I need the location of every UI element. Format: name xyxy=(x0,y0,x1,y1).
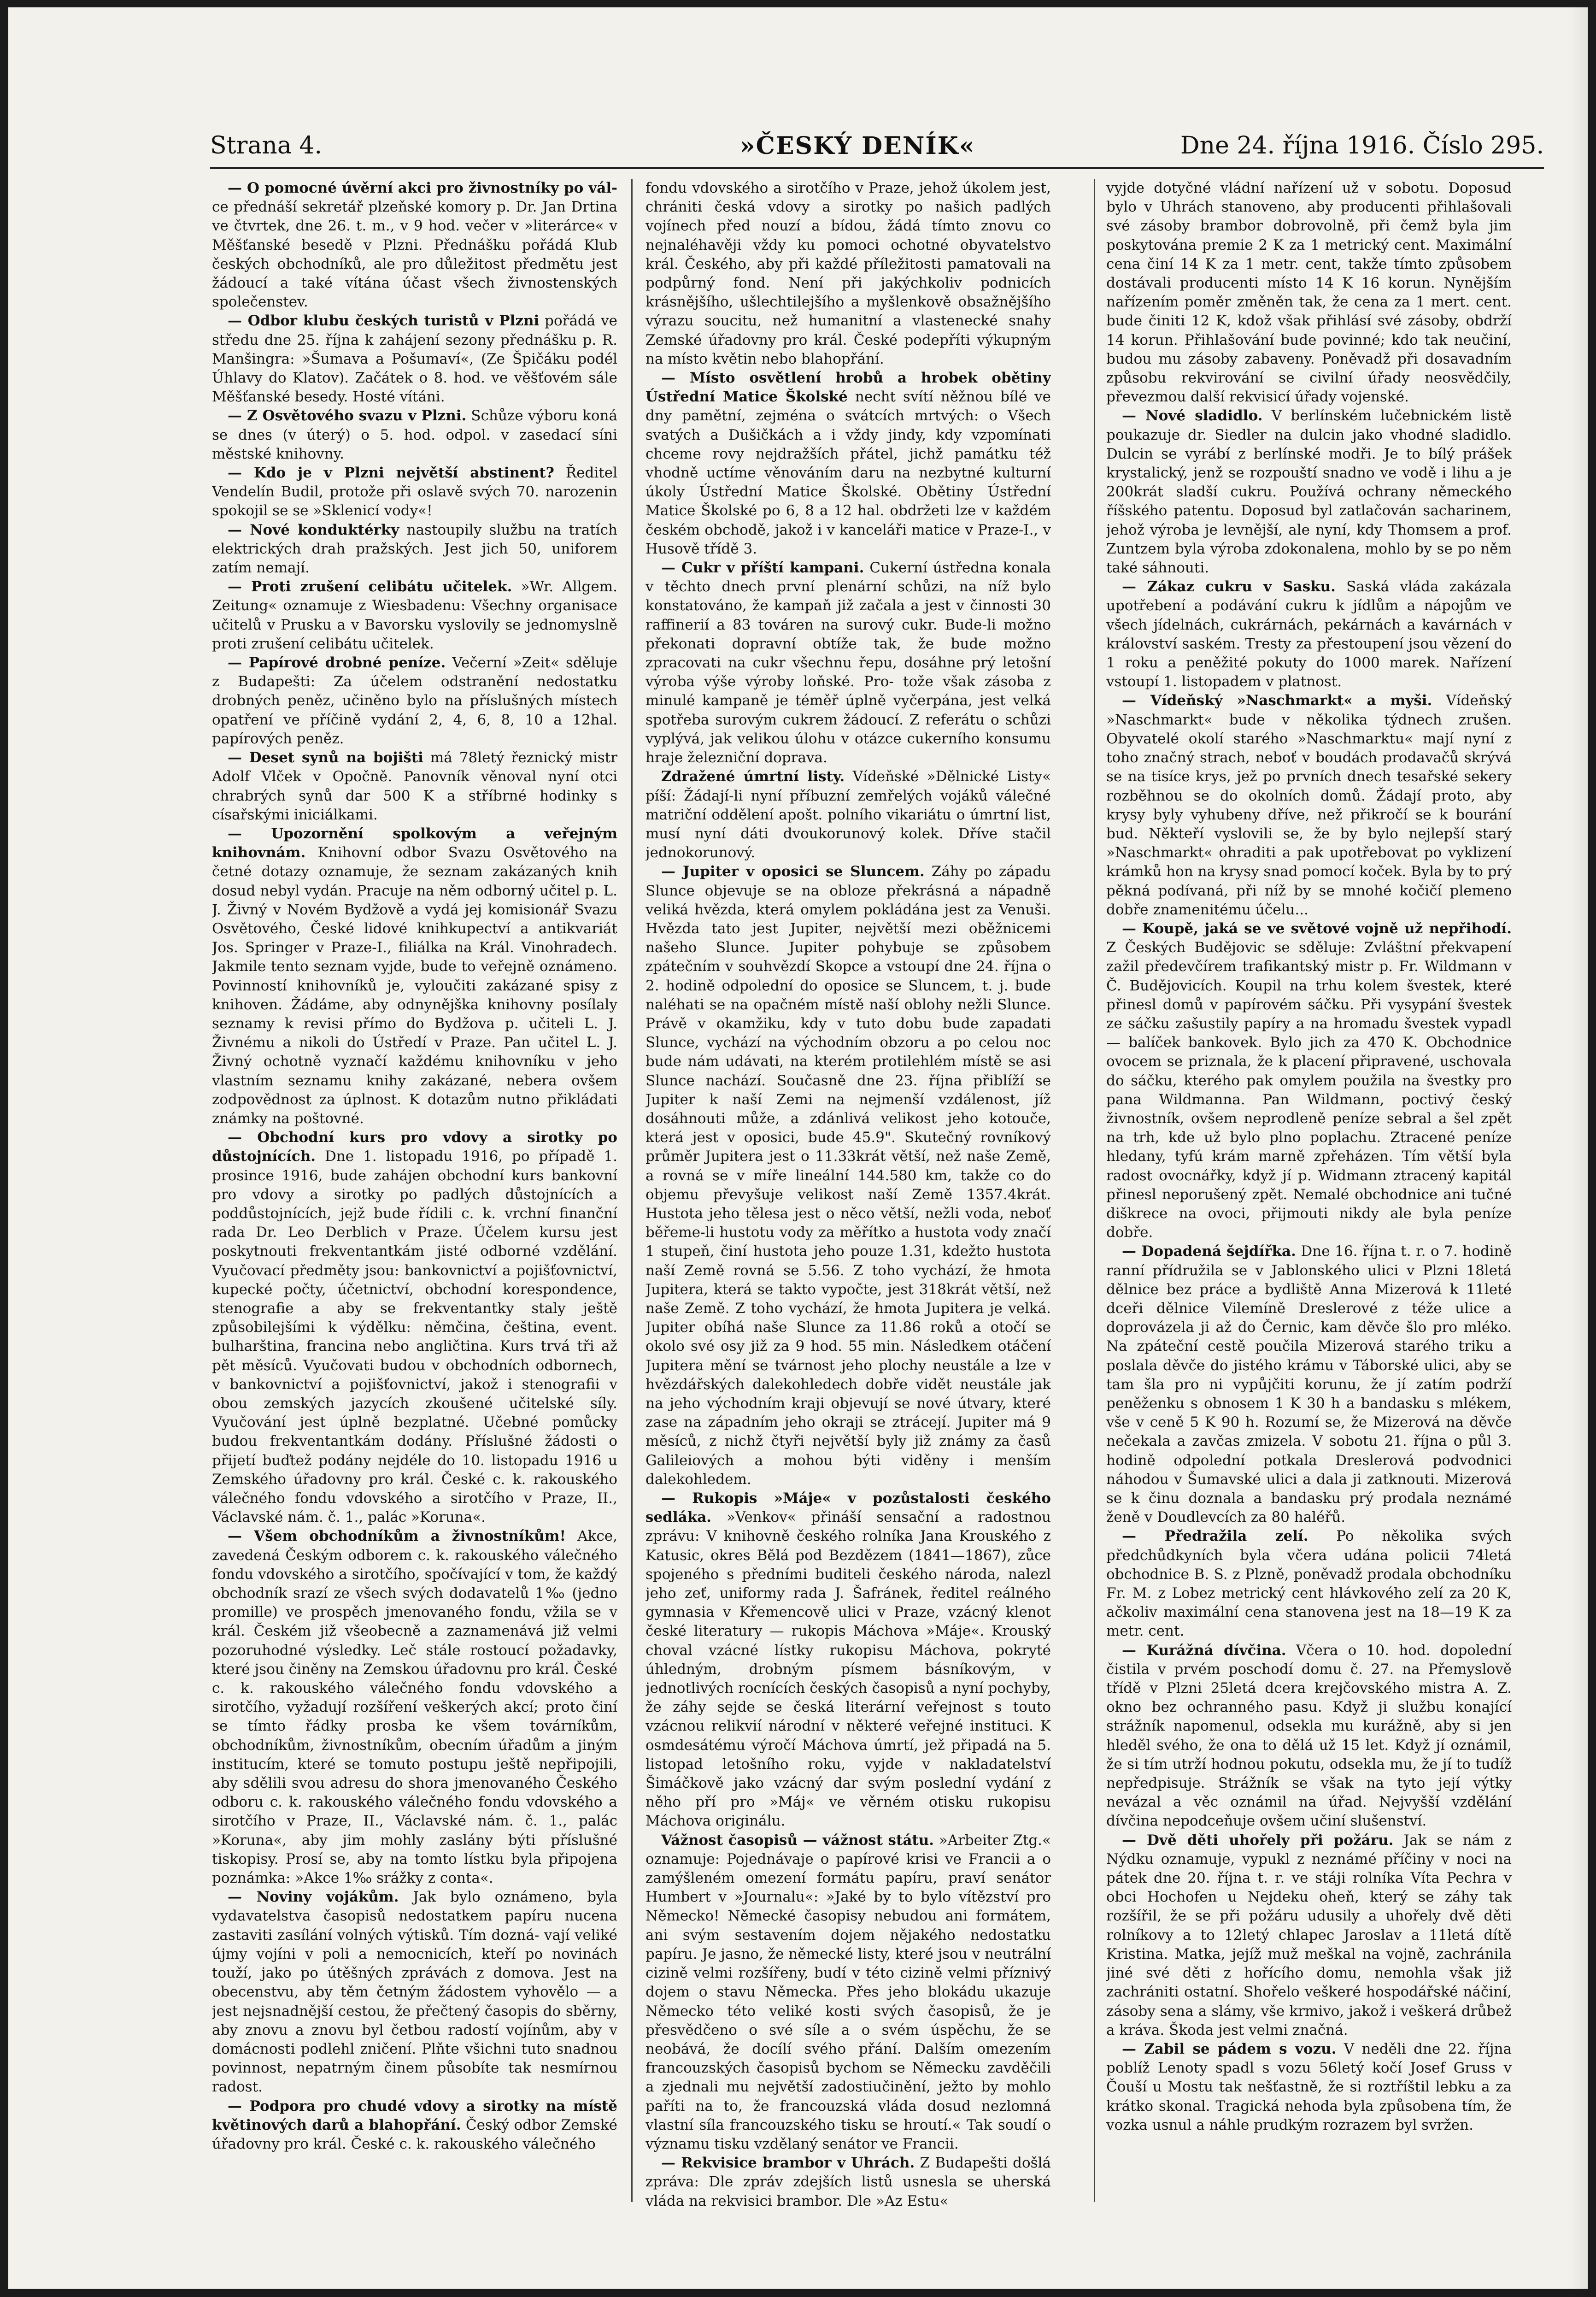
article-text: nastoupily službu na tratích elektrických drah pražských. Jest jich 50, uniforem zatím nemají. xyxy=(212,521,617,577)
article-heading: — Zákaz cukru v Sasku. xyxy=(1122,578,1336,595)
article-text: má 78letý řeznický mistr Adolf Vlček v Opočně. Panovník věnoval nyní otci chrabrých synů dar 500 K a stříbrné hodinky s císařskými iniciálkami. xyxy=(212,749,617,823)
newspaper-page xyxy=(8,7,1588,2289)
article-paragraph xyxy=(212,464,617,521)
article-paragraph xyxy=(645,369,1051,559)
article-text: Večerní »Zeit« sděluje z Budapešti: Za účelem odstranění nedostatku drobných peněz, učiněno bylo na příslušných místech opatření ve příčině vydání 2, 4, 6, 8, 10 a 12hal. papírových peněz. xyxy=(212,654,617,747)
header-rule xyxy=(210,167,1544,169)
article-heading: — O pomocné úvěrní akci pro živnostníky po vál- xyxy=(228,180,617,196)
article-paragraph xyxy=(212,748,617,825)
article-heading: — Zabil se pádem s vozu. xyxy=(1122,2040,1337,2057)
article-paragraph xyxy=(645,1489,1051,1831)
article-text: Saská vláda zakázala upotřebení a podávání cukru k jídlům a nápojům ve všech jídelnách, cukrárnách, pekárnách a kavárnách v království saském. Tresty za přestoupení jsou vězení do 1 roku a peněžité pokuty do 1000 marek. Nařízení vstoupí 1. listopadem v platnost. xyxy=(1106,578,1512,690)
article-text: Schůze výboru koná se dnes (v úterý) o 5. hod. odpol. v zasedací síni městské knihovny. xyxy=(212,407,617,462)
article-text: Ředitel Vendelín Budil, protože při oslavě svých 70. narozenin spokojil se se »Sklenicí vody«! xyxy=(212,465,617,519)
article-heading: — Z Osvětového svazu v Plzni. xyxy=(228,407,467,424)
article-heading: — Cukr v příští kampani. xyxy=(661,560,864,577)
article-text: Jak bylo oznámeno, byla vydavatelstva časopisů nedostatkem papíru nucena zastaviti zasílání volných výtisků. Tím dozná- vají veliké újmy vojíni v poli a nemocnicích, kteří po novinách touží, jako po útěšných zprávách z domova. Jest na obecenstvu, aby těm četným žádostem vyhovělo — a jest nejsnadnější cestou, že přečtený časopis do sběrny, aby znovu a znovu byl četbou radostí vojínům, aby v domácnosti podlehl zničení. Plňte všichni tuto snadnou povinnost, nepatrným činem působíte tak nesmírnou radost. xyxy=(212,1889,617,2096)
article-text: Záhy po západu Slunce objevuje se na obloze překrásná a nápadně veliká hvězda, která omylem pokládána jest za Venuši. Hvězda tato jest Jupiter, největší mezi oběžnicemi našeho Slunce. Jupiter pohybuje se způsobem zpátečním v souhvězdí Skopce a vstoupí dne 24. října o 2. hodině odpolední do oposice se Sluncem, t. j. bude naléhati se na opačném místě naší oblohy nežli Slunce. Právě v okamžiku, kdy v tuto dobu bude zapadati Slunce, vychází na východním obzoru a po celou noc bude nám udávati, na kterém protilehlém místě se asi Slunce nachází. Současně dne 23. října přiblíží se Jupiter k naší Zemi na nejmenší vzdálenost, jíž dosáhnouti může, a zdánlivá velikost jeho kotouče, která jest v oposici, bude 45.9". Skutečný rovníkový průměr Jupitera jest o 11.33krát větší, než naše Země, a rovná se v míře lineální 144.580 km, takže co do objemu převyšuje velikost naší Země 1357.4krát. Hustota jeho tělesa jest o něco větší, nežli voda, neboť běřeme-li hustotu vody za měřítko a hustota vody značí 1 stupeň, činí hustota jeho pouze 1.31, kdežto hustota naší Země rovná se 5.56. Z toho vychází, že hmota Jupitera, která se takto vypočte, jest 318krát větší, než naše Země. Z toho vychází, že hmota Jupitera je velká. Jupiter obíhá naše Slunce za 11.86 roků a otočí se okolo své osy již za 9 hod. 55 min. Následkem otáčení Jupitera mění se tvárnost jeho plochy neustále a lze v hvězdářských dalekohledech dobře vidět neustále jak na jeho východním kraji objevují se nové útvary, které zase na západním jeho okraji se ztrácejí. Jupiter má 9 měsíců, z nichž čtyři největší byly již známy za časů Galileiových a mohou býti viděny i menším dalekohledem. xyxy=(645,863,1051,1488)
article-text: Český odbor Zemské úřadovny pro král. České c. k. rakouského válečného xyxy=(212,2116,617,2152)
article-paragraph xyxy=(212,1527,617,1888)
article-paragraph xyxy=(212,1128,617,1527)
article-paragraph xyxy=(645,559,1051,767)
article-paragraph xyxy=(212,577,617,654)
article-heading: — Papírové drobné peníze. xyxy=(228,654,446,671)
issue-date: Dne 24. října 1916. Číslo 295. xyxy=(1180,132,1544,159)
article-text: »Arbeiter Ztg.« oznamuje: Pojednávaje o papírové krisi ve Francii a o zamýšleném omezení formátu papíru, praví senátor Humbert v »Journalu«: »Jaké by to bylo vítězství pro Německo! Německé časopisy nebudou ani formátem, ani svým sestavením dojem nějakého nedostatku papíru. Je jasno, že německé listy, které jsou v neutrální cizině velmi rozšířeny, budí v této cizině velmi příznivý dojem o stavu Německa. Přes jeho blokádu ukazuje Německo této veliké kosti svých časopisů, že je přesvědčeno o své síle a o svém úspěchu, že se neobává, že docílí svého přání. Dalším omezením francouzských časopisů bychom se Německu zavděčili a zjednali mu největší zadostiučinění, ježto by mohlo paříti na to, že francouzská vláda dosud nezlomná vlastní síla francouzského tisku se hroutí.« Tak soudí o významu tisku vzdělaný senátor ve Francii. xyxy=(645,1832,1051,2152)
column-3 xyxy=(1106,179,1512,2216)
article-paragraph xyxy=(1106,1527,1512,1641)
article-paragraph xyxy=(645,1831,1051,2154)
article-heading: — Upozornění spolkovým a veřejným knihovnám. xyxy=(212,825,617,861)
article-heading: — Místo osvětlení hrobů a hrobek obětiny Ústřední Matice Školské xyxy=(645,370,1051,406)
article-paragraph xyxy=(1106,919,1512,1242)
article-heading: — Podpora pro chudé vdovy a sirotky na místě květinových darů a blahopřání. xyxy=(212,2097,617,2133)
article-text: Akce, zavedená Českým odborem c. k. rakouského válečného fondu vdovského a sirotčího, spočívající v tom, že každý obchodník srazí ze všech svých dodavatelů 1‰ (jedno promille) ve prospěch jmenovaného fondu, vžila se v král. Českém již všeobecně a zaznamenává již velmi pozoruhodné výsledky. Leč stále rostoucí požadavky, které jsou činěny na Zemskou úřadovnu pro král. České c. k. rakouského válečného fondu vdovského a sirotčího, vyžadují rozšíření veškerých akcí; proto činí se tímto řádky prosba ke všem továrníkům, obchodníkům, živnostníkům, obecním úřadům a jiným institucím, které se tomuto postupu ještě nepřipojili, aby sdělili svou adresu do shora jmenovaného Českého odboru c. k. rakouského válečného fondu vdovského a sirotčího v Praze, II., Václavské nám. č. 1., palác »Koruna«, aby jim mohly zaslány býti příslušné tiskopisy. Prosí se, aby na tomto lístku byla připojena poznámka: »Akce 1‰ srážky z conta«. xyxy=(212,1528,617,1887)
column-2 xyxy=(645,179,1051,2216)
article-text: Z Českých Budějovic se sděluje: Zvláštní překvapení zažil předevčírem trafikantský mistr p. Fr. Wildmann v Č. Budějovicích. Koupil na trhu kolem švestek, které přinesl domů v papírovém sáčku. Při vysypání švestek ze sáčku zašustily papíry a na hromadu švestek vypadl — balíček bankovek. Bylo jich za 470 K. Obchodnice ovocem se priznala, že k placení připravené, uschovala do sáčku, kterého pak omylem použila na švestky pro pana Wildmanna. Pan Wildmann, poctivý český živnostník, ovšem neprodleně peníze sebral a šel zpět na trh, kde už bylo plno poplachu. Ztracené peníze hledany, tyfú krám marně zpřeházen. Tím větší byla radost ovocnářky, když jí p. Widmann ztracený kapitál přinesl neporušený zpět. Nemalé obchodnice ani tučné diškrece na ovoci, přijmouti nikdy ale byla peníze dobře. xyxy=(1106,939,1512,1241)
article-paragraph xyxy=(645,767,1051,862)
article-text: »Wr. Allgem. Zeitung« oznamuje z Wiesbadenu: Všechny organisace učitelů v Prusku a v Bavorsku vyslovily se jednomyslně proti zrušení celibátu učitelek. xyxy=(212,578,617,652)
article-text: V neděli dne 22. října poblíž Lenoty spadl s vozu 56letý kočí Josef Gruss v Čouší u Mostu tak nešťastně, že si roztříštil lebku a za krátko skonal. Tragická nehoda byla způsobena tím, že vozka usnul a náhle prudkým rozrazem byl svržen. xyxy=(1106,2040,1512,2133)
article-text: Vídeňský »Naschmarkt« bude v několika týdnech zrušen. Obyvatelé okolí starého »Naschmarktu« mají nyní z toho značný strach, neboť v boudách prodavačů skrývá se na tisíce krys, jež po prvních dnech tesařské sekery rozběhnou se do okolních domů. Žádají proto, aby krysy byly vyhubeny dříve, než přikročí se k bourání bud. Někteří vyslovili se, že by bylo nejlepší starý »Naschmarkt« ohraditi a pak upotřebovat po vyklizení krámků hon na krysy snad pomocí koček. Byla by to prý pěkná podívaná, při níž by se mnohé kočičí plemeno dobře znamenitému účelu... xyxy=(1106,692,1512,918)
article-paragraph xyxy=(1106,2040,1512,2135)
article-paragraph xyxy=(212,179,617,312)
article-paragraph xyxy=(645,179,1051,369)
article-heading: — Všem obchodníkům a živnostníkům! xyxy=(228,1528,566,1545)
article-paragraph xyxy=(212,1888,617,2097)
article-paragraph xyxy=(1106,1242,1512,1527)
article-paragraph xyxy=(645,2154,1051,2211)
article-paragraph xyxy=(212,406,617,464)
article-text: Cukerní ústředna konala v těchto dnech první plenární schůzi, na níž bylo konstatováno, že kampaň již začala a jest v činnosti 30 raffinerií a 83 továren na surový cukr. Bude-li možno překonati dopravní obtíže tak, že bude možno zpracovati na cukr všechnu řepu, dosáhne prý letošní výroba výše výroby loňské. Pro- tože však zásoba z minulé kampaně je téměř úplně vyčerpána, jest velká spotřeba surovým cukrem žádoucí. Z referátu o schůzi vyplývá, jak velikou úlohu v otázce cukerního konsumu hraje železniční doprava. xyxy=(645,560,1051,766)
article-paragraph xyxy=(645,862,1051,1489)
article-text: ce přednáší sekretář plzeňské komory p. Dr. Jan Drtina ve čtvrtek, dne 26. t. m., v 9 hod. večer v »literárce« v Měšťanské besedě v Plzni. Přednášku pořádá Klub českých obchodníků, ale pro důležitost předmětu jest žádoucí a také vítána účast všech živnostenských společenstev. xyxy=(212,199,617,311)
column-1 xyxy=(212,179,617,2216)
article-paragraph xyxy=(1106,691,1512,919)
article-text: Dne 1. listopadu 1916, po případě 1. prosince 1916, bude zahájen obchodní kurs bankovní pro vdovy a sirotky po padlých důstojnících a poddůstojnících, jejž bude řídili c. k. vrchní finanční rada Dr. Leo Derblich v Praze. Účelem kursu jest poskytnouti frekventantkám jisté odborné vzdělání. Vyučovací předměty jsou: bankovnictví a pojišťovnictví, kupecké počty, účetnictví, obchodní korespondence, stenografie a aby se frekventantky staly ještě způsobilejšími k výdělku: němčina, čeština, event. bulharština, francina nebo angličtina. Kurs trvá tři až pět měsíců. Vyučovati budou v obchodních odbornech, v bankovnictví a pojišťovnictví, jakož i stenografii v obou zemských jazycích zkoušené učitelské síly. Vyučování jest úplně bezplatné. Učebné pomůcky budou frekventantkám dodány. Příslušné žádosti o přijetí buďtež podány nejdéle do 10. listopadu 1916 u Zemského úřadovny pro král. České c. k. rakouského válečného fondu vdovského a sirotčího v Praze, II., Václavské nám. č. 1., palác »Koruna«. xyxy=(212,1148,617,1526)
article-text: fondu vdovského a sirotčího v Praze, jehož úkolem jest, chrániti česká vdovy a sirotky po našich padlých vojínech před nouzí a bídou, žádá tímto znovu co nejnaléhavěji vždy ku pomoci ochotné obyvatelstvo král. Českého, aby při každé příležitosti pamatovali na podpůrný fond. Není při jakýchkoliv podnicích krásnějšího, ušlechtilejšího a myšlenkově obsažnějšího výrazu soucitu, než humanitní a vlastenecké snahy Zemské úřadovny pro král. České podepříti výkupným na místo květin nebo blahopřání. xyxy=(645,180,1051,367)
article-heading: — Jupiter v oposici se Sluncem. xyxy=(661,863,925,880)
article-text: Vídeňské »Dělnické Listy« píší: Žádají-li nyní příbuzní zemřelých vojáků válečné matriční oddělení apošt. polního vikariátu o úmrtní list, musí nyní dáti dvoukorunový kolek. Dříve stačil jednokorunový. xyxy=(645,768,1051,861)
article-text: Včera o 10. hod. dopolední čistila v prvém poschodí domu č. 27. na Přemyslově třídě v Plzni 25letá dcera krejčovského mistra A. Z. okno bez ochranného pasu. Když ji službu konající strážník napomenul, odsekla mu kurážně, aby si jen hleděl svého, že ona to dělá už 15 let. Když jí oznámil, že si tím utrží hodnou pokutu, odsekla mu, že jí to tudíž nepředpisuje. Strážník se však na tyto její výtky nevázal a věc oznámil na úřad. Nejvyšší vzdělání dívčina nepodceňuje ovšem učiní slušenství. xyxy=(1106,1642,1512,1830)
article-heading: Vážnost časopisů — vážnost státu. xyxy=(661,1832,934,1849)
article-text: Po několika svých předchůdkyních byla včera udána policii 74letá obchodnice B. S. z Plzně, poněvadž prodala obchodníku Fr. M. z Lobez metrický cent hlávkového zelí za 20 K, ačkoliv maximální cena stanovena jest na 18—19 K za metr. cent. xyxy=(1106,1528,1512,1640)
column-divider xyxy=(631,179,633,2202)
article-heading: — Dopadená šejdířka. xyxy=(1122,1243,1296,1260)
article-text: »Venkov« přináší sensační a radostnou zprávu: V knihovně českého rolníka Jana Krouského z Katusic, okres Bělá pod Bezdězem (1841—1867), zůce spojeného s předními buditeli českého národa, nalezl jeho zeť, uniformy rada J. Šafránek, ředitel reálného gymnasia v Křemencově ulici v Praze, vzácný klenot české literatury — rukopis Máchova »Máje«. Krouský choval vzácné lístky rukopisu Máchova, pokryté úhledným, drobným písmem básníkovým, v jednotlivých rocnících českých časopisů a nyní pochyby, že záhy sejde se česká literární veřejnost s touto vzácnou relikvií národní v některé veřejné instituci. K osmdesátému výročí Máchova úmrtí, jež připadá na 5. listopad letošního roku, vyjde v nakladatelství Šimáčkově jako vzácný dar svým poslední vydání z něho pří pro »Máj« ve věrném otisku rukopisu Máchova originálu. xyxy=(645,1509,1051,1830)
article-text: Dne 16. října t. r. o 7. hodině ranní přídružila se v Jablonského ulici v Plzni 18letá dělnice bez práce a bydliště Anna Mizerová k 11leté dceři dělnice Vilemíně Dreslerové z téže ulice a doprovázela ji až do Černic, kam děvče šlo pro mléko. Na zpáteční cestě poučila Mizerová starého triku a poslala děvče do jistého krámu v Táborské ulici, aby se tam šla pro ni vypůjčiti korunu, že jí zatím podrží peněženku s obnosem 1 K 30 h a bandasku s mlékem, vše v ceně 5 K 90 h. Rozumí se, že Mizerová na děvče nečekala a zavčas zmizela. V sobotu 21. října o půl 3. hodině odpolední potkala Dreslerová podvodnici náhodou v Šumavské ulici a dala ji zatknouti. Mizerová se k činu doznala a bandasku prý prodala neznámé ženě v Doudlevcích za 80 haléřů. xyxy=(1106,1243,1512,1526)
article-paragraph xyxy=(212,312,617,406)
article-heading: — Kurážná dívčina. xyxy=(1122,1642,1286,1659)
article-paragraph xyxy=(1106,406,1512,577)
column-divider xyxy=(1094,179,1095,2202)
article-text: Jak se nám z Nýdku oznamuje, vypukl z neznámé příčiny v noci na pátek dne 20. října t. r. ve stáji rolníka Víta Pechra v obci Hochofen u Nejdeku oheň, který se záhy tak rozšířil, že se při požáru udusily a uhořely dvě děti rolníkovy a to 12letý chlapec Jaroslav a 11letá dítě Kristina. Matka, jejíž muž meškal na vojně, zachránila jiné své děti z hořícího domu, nemohla však již zachrániti ostatní. Shořelo veškeré hospodářské náčiní, zásoby sena a slámy, vše krmivo, jakož i veškerá drůbež a kráva. Škoda jest velmi značná. xyxy=(1106,1832,1512,2038)
article-heading: — Obchodní kurs pro vdovy a sirotky po důstojnících. xyxy=(212,1129,617,1165)
masthead-title: »ČESKÝ DENÍK« xyxy=(740,132,975,160)
page-edge-shading xyxy=(1569,7,1588,2289)
article-paragraph xyxy=(212,521,617,578)
article-text: V berlínském lučebnickém listě poukazuje dr. Siedler na dulcin jako vhodné sladidlo. Dulcin se vyrábí z berlínské modři. Je to bílý prášek krystalický, jenž se rozpouští snadno ve vodě i lihu a je 200krát sladší cukru. Používá ochrany německého říšského patentu. Doposud byl zatlačován sacharinem, jehož výroba je levnější, ale nyní, kdy Thomsem a prof. Zuntzem byla výroba zdokonalena, mohlo by se po něm také sáhnouti. xyxy=(1106,407,1512,577)
article-heading: — Vídeňský »Naschmarkt« a myši. xyxy=(1122,692,1432,709)
article-text: necht svítí něžnou bílé ve dny pamětní, zejména o svátcích mrtvých: o Všech svatých a Dušičkách a i vždy jindy, kdy vzpomínati chceme rovy nejdražších přátel, jichž památku též vhodně uctíme věnováním daru na nezbytné kulturní úkoly Ústřední Matice Školské. Obětiny Ústřední Matice Školské po 6, 8 a 12 hal. obdržeti lze v každém českém obchodě, jakož i v kanceláři matice v Praze-I., v Husově třídě 3. xyxy=(645,389,1051,557)
article-paragraph xyxy=(1106,179,1512,406)
article-heading: — Nové sladidlo. xyxy=(1122,407,1263,424)
article-paragraph xyxy=(212,2097,617,2154)
article-paragraph xyxy=(1106,1831,1512,2040)
page-number: Strana 4. xyxy=(210,132,323,159)
article-heading: Zdražené úmrtní listy. xyxy=(661,768,845,785)
article-text: pořádá ve středu dne 25. října k zahájení sezony přednášku p. R. Manšingra: »Šumava a Pošumaví«, (Ze Špičáku podél Úhlavy do Klatov). Začátek o 8. hod. ve věšťovém sále Měšťanské besedy. Hosté vítáni. xyxy=(212,312,617,406)
article-heading: — Proti zrušení celibátu učitelek. xyxy=(228,578,512,595)
article-heading: — Rukopis »Máje« v pozůstalosti českého sedláka. xyxy=(645,1490,1051,1526)
article-heading: — Noviny vojákům. xyxy=(228,1889,399,1906)
article-paragraph xyxy=(212,825,617,1128)
article-text: vyjde dotyčné vládní nařízení už v sobotu. Doposud bylo v Uhrách stanoveno, aby producenti přihlašovali své zásoby brambor dobrovolně, při čemž byla jim poskytována premie 2 K za 1 metrický cent. Maximální cena činí 14 K za 1 metr. cent, takže tímto způsobem dostávali producenti místo 14 K 16 korun. Nynějším nařízením poměr změněn tak, že cena za 1 mert. cent. bude činiti 12 K, kdož však přihlásí své zásoby, obdrží 14 korun. Přihlašování bude povinné; kdo tak neučiní, budou mu zásoby zabaveny. Poněvadž při dosavadním způsobu rekvirování se civilní úřady neosvědčily, převezmou další rekvisicí úřady vojenské. xyxy=(1106,180,1512,406)
article-heading: — Nové konduktérky xyxy=(228,521,399,538)
article-heading: — Koupě, jaká se ve světové vojně už nepřihodí. xyxy=(1122,920,1512,937)
article-heading: — Předražila zelí. xyxy=(1122,1528,1308,1545)
article-text: Z Budapešti došlá zpráva: Dle zpráv zdejších listů usnesla se uherská vláda na rekvisici brambor. Dle »Az Estu« xyxy=(645,2155,1051,2209)
article-heading: — Deset synů na bojišti xyxy=(228,749,423,766)
article-paragraph xyxy=(212,654,617,748)
article-paragraph xyxy=(1106,577,1512,691)
article-heading: — Kdo je v Plzni největší abstinent? xyxy=(228,465,554,482)
article-heading: — Odbor klubu českých turistů v Plzni xyxy=(228,312,540,330)
article-paragraph xyxy=(1106,1641,1512,1831)
article-heading: — Dvě děti uhořely při požáru. xyxy=(1122,1832,1394,1849)
article-text: Knihovní odbor Svazu Osvětového na četné dotazy oznamuje, že seznam zakázaných knih dosud nebyl vydán. Pracuje na něm odborný učitel p. L. J. Živný v Novém Bydžově a vydá jej komisionář Svazu Osvětového, České lidové knihkupectví a antikvariát Jos. Springer v Praze-I., filiálka na Král. Vinohradech. Jakmile tento seznam vyjde, bude to veřejně oznámeno. Povinností knihovníků je, vyloučiti zakázané spisy z knihoven. Žádáme, aby odnynějška knihovny posílaly seznamy k revisi přímo do Bydžova p. učiteli L. J. Živnému a nikoli do Ústředí v Praze. Pan učitel L. J. Živný ochotně vyznačí každému knihovníku v jeho vlastním seznamu knihy zakázané, nebera ovšem zodpovědnost za úplnost. K dotazům nutno přikládati známky na poštovné. xyxy=(212,844,617,1127)
article-heading: — Rekvisice brambor v Uhrách. xyxy=(661,2155,915,2172)
